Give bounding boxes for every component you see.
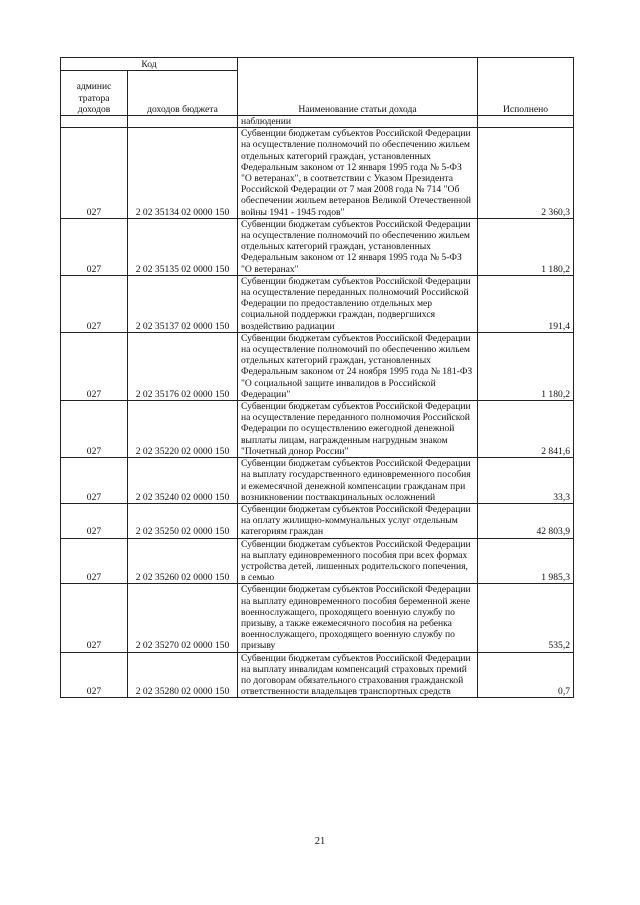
amount-cell: 2 841,6 — [478, 401, 574, 458]
income-code-cell: 2 02 35270 02 0000 150 — [128, 584, 238, 652]
income-code-cell: 2 02 35134 02 0000 150 — [128, 128, 238, 219]
amount-cell: 1 180,2 — [478, 218, 574, 275]
article-name-cell: Субвенции бюджетам субъектов Российской Федерации на осуществление полномочий по обеспечению жильем отдельных категорий граждан, установленных Федеральным законом от 12 января 1995 года № 5-ФЗ "О ветеранах" — [238, 218, 478, 275]
table-row — [61, 538, 574, 584]
amount-cell: 33,3 — [478, 458, 574, 504]
amount-cell: 2 360,3 — [478, 128, 574, 219]
header-row-top — [61, 58, 574, 71]
income-code-cell: 2 02 35135 02 0000 150 — [128, 218, 238, 275]
income-code-cell: 2 02 35220 02 0000 150 — [128, 401, 238, 458]
admin-cell: 027 — [61, 584, 128, 652]
admin-cell: 027 — [61, 332, 128, 400]
admin-cell: 027 — [61, 538, 128, 584]
article-name-cell: Субвенции бюджетам субъектов Российской Федерации на осуществление полномочий по обеспечению жильем отдельных категорий граждан, установленных Федеральным законом от 24 ноября 1995 года № 181-ФЗ "О социальной защите инвалидов в Российской Федерации" — [238, 332, 478, 400]
header-income-code: доходов бюджета — [128, 71, 238, 116]
continuation-row — [61, 116, 574, 128]
table-row — [61, 652, 574, 698]
header-executed: Исполнено — [478, 58, 574, 116]
article-name-cell: Субвенции бюджетам субъектов Российской Федерации на выплату единовременного пособия беременной жене военнослужащего, проходящего военную службу по призыву, а также ежемесячного пособия на ребенка военнослужащего, проходящего военную службу по призыву — [238, 584, 478, 652]
income-code-cell: 2 02 35260 02 0000 150 — [128, 538, 238, 584]
header-article-name: Наименование статьи дохода — [238, 58, 478, 116]
amount-cell: 1 180,2 — [478, 332, 574, 400]
admin-cell: 027 — [61, 401, 128, 458]
table-row — [61, 128, 574, 219]
admin-cell: 027 — [61, 503, 128, 538]
article-name-cell: Субвенции бюджетам субъектов Российской Федерации на осуществление полномочий по обеспечению жильем отдельных категорий граждан, установленных Федеральным законом от 12 января 1995 года № 5-ФЗ "О ветеранах", в соответствии с Указом Президента Российской Федерации от 7 мая 2008 года № 714 "Об обеспечении жильем ветеранов Великой Отечественной войны 1941 - 1945 годов" — [238, 128, 478, 219]
amount-cell: 535,2 — [478, 584, 574, 652]
income-code-cell: 2 02 35176 02 0000 150 — [128, 332, 238, 400]
amount-cell: 0,7 — [478, 652, 574, 698]
admin-cell: 027 — [61, 458, 128, 504]
income-code-cell: 2 02 35137 02 0000 150 — [128, 275, 238, 332]
header-kod: Код — [61, 58, 238, 71]
admin-cell: 027 — [61, 218, 128, 275]
table-row — [61, 584, 574, 652]
table-row — [61, 401, 574, 458]
continuation-admin-cell — [61, 116, 128, 128]
table-row — [61, 218, 574, 275]
income-code-cell: 2 02 35240 02 0000 150 — [128, 458, 238, 504]
article-name-cell: Субвенции бюджетам субъектов Российской Федерации на выплату инвалидам компенсаций страховых премий по договорам обязательного страхования гражданской ответственности владельцев транспортных средств — [238, 652, 478, 698]
admin-cell: 027 — [61, 652, 128, 698]
table-row — [61, 332, 574, 400]
page-number: 21 — [314, 836, 326, 847]
income-code-cell: 2 02 35280 02 0000 150 — [128, 652, 238, 698]
income-code-cell: 2 02 35250 02 0000 150 — [128, 503, 238, 538]
amount-cell: 1 985,3 — [478, 538, 574, 584]
article-name-cell: Субвенции бюджетам субъектов Российской Федерации на выплату единовременного пособия при всех формах устройства детей, лишенных родительского попечения, в семью — [238, 538, 478, 584]
continuation-amount-cell — [478, 116, 574, 128]
admin-cell: 027 — [61, 275, 128, 332]
article-name-cell: Субвенции бюджетам субъектов Российской Федерации на выплату государственного единовременного пособия и ежемесячной денежной компенсации гражданам при возникновении поствакцинальных осложнений — [238, 458, 478, 504]
table-row — [61, 503, 574, 538]
amount-cell: 191,4 — [478, 275, 574, 332]
table-row — [61, 275, 574, 332]
article-name-cell: Субвенции бюджетам субъектов Российской Федерации на осуществление переданного полномочия Российской Федерации по осуществлению ежегодной денежной выплаты лицам, награжденным нагрудным знаком "Почетный донор России" — [238, 401, 478, 458]
article-name-cell: Субвенции бюджетам субъектов Российской Федерации на осуществление переданных полномочий Российской Федерации по предоставлению отдельных мер социальной поддержки граждан, подвергшихся воздействию радиации — [238, 275, 478, 332]
header-admin: админис тратора доходов — [61, 71, 128, 116]
article-name-cell: Субвенции бюджетам субъектов Российской Федерации на оплату жилищно-коммунальных услуг отдельным категориям граждан — [238, 503, 478, 538]
admin-cell: 027 — [61, 128, 128, 219]
amount-cell: 42 803,9 — [478, 503, 574, 538]
continuation-code-cell — [128, 116, 238, 128]
income-table — [60, 57, 574, 698]
continuation-text: наблюдении — [238, 116, 478, 128]
table-row — [61, 458, 574, 504]
